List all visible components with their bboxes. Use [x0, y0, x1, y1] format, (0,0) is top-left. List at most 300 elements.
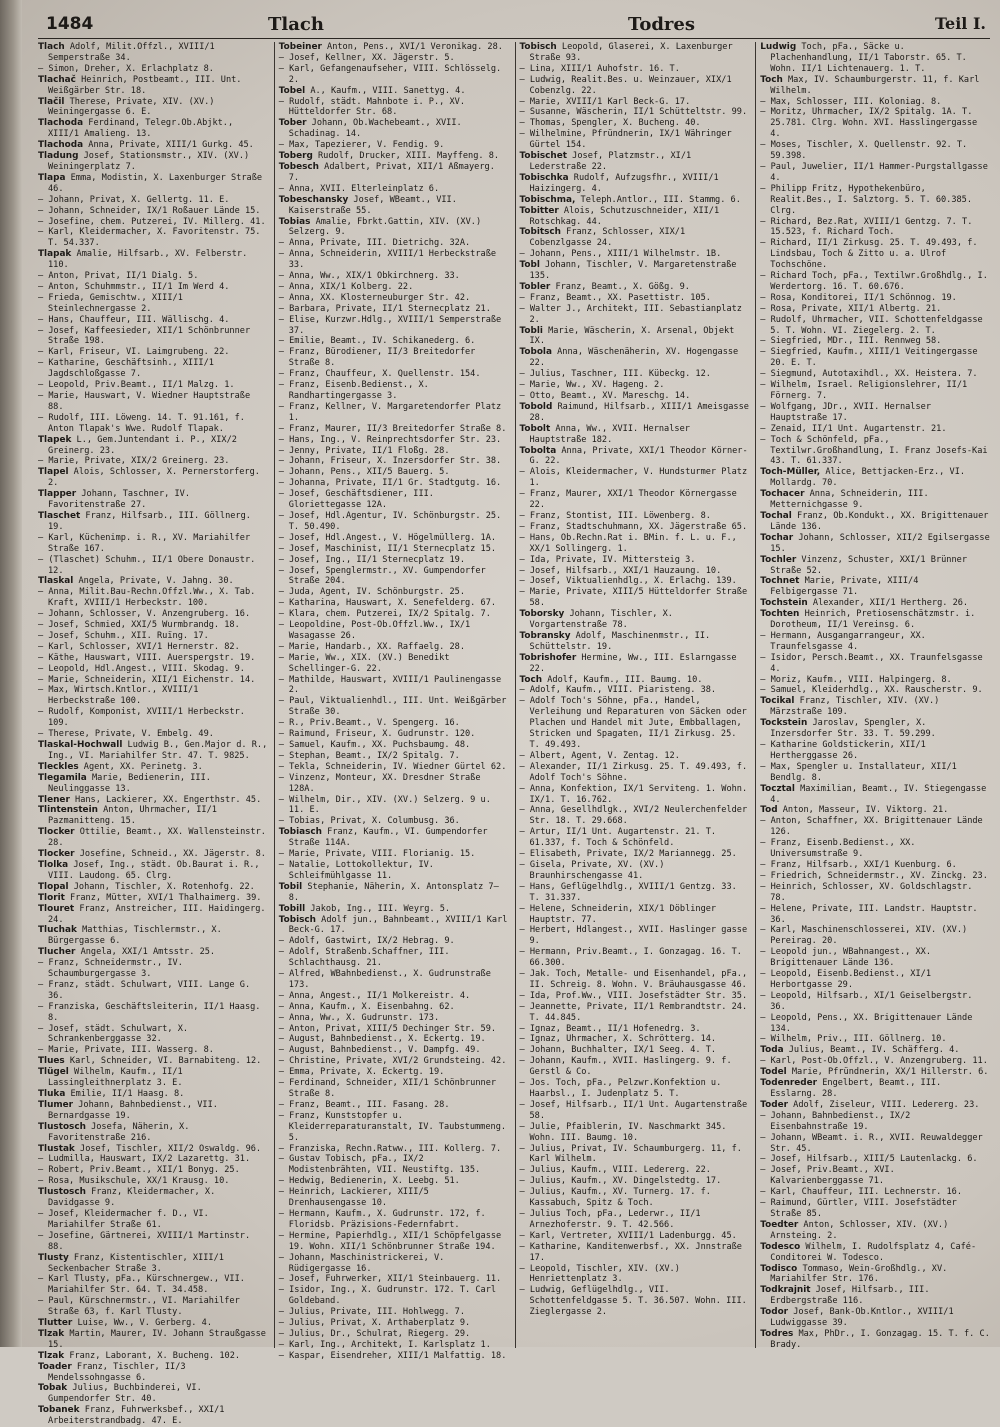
directory-entry: — Paul, Kürschnermstr., VI. Mariahilfer Straße 63, f. Karl Tlusty. [38, 1296, 240, 1318]
directory-entry: Tlapel Alois, Schlosser, X. Pernerstorferg. 2. [38, 467, 260, 489]
directory-entry: — R., Priv.Beamt., V. Spengerg. 16. [278, 718, 460, 729]
directory-entry: — Anna, Kaufm., X. Eisenbahng. 62. [278, 1001, 455, 1012]
directory-entry: — Susanne, Wäscherin, II/1 Schütteltstr. 99. [519, 107, 748, 118]
directory-entry: — Lina, XIII/1 Auhofstr. 16. T. [519, 63, 680, 74]
directory-entry: — Jeannette, Private, II/1 Rembrandtstr. 24. T. 44.845. [519, 1001, 748, 1023]
directory-entry: — Richard, Bez.Rat, XVIII/1 Gentzg. 7. T. 15.523, f. Richard Toch. [760, 216, 973, 238]
directory-entry: — Johann, Bahnbedienst., IX/2 Eisenbahnstraße 19. [760, 1110, 911, 1132]
directory-entry: — Otto, Beamt., XV. Mareschg. 14. [519, 391, 691, 401]
directory-entry: Tobolta Anna, Private, XXI/1 Theodor Körner-G. 22. [519, 445, 748, 467]
directory-entry: — Franz, Beamt., XX. Pasettistr. 105. [519, 292, 711, 303]
directory-entry: — Wilhelm, Israel. Religionslehrer, II/1 Förnerg. 7. [760, 380, 968, 401]
directory-entry: — Hans, Ob.Rechn.Rat i. BMin. f. L. u. F., XX/1 Sollingerg. 1. [519, 532, 737, 554]
directory-entry: — Julius, Kaufm., XV. Dingelstedtg. 17. [519, 1176, 722, 1187]
directory-entry: — Leopold jun., WBahnangest., XX. Brigittenauer Lände 136. [760, 947, 931, 969]
directory-entry: — Leopold, Pens., XX. Brigittenauer Lände 134. [760, 1012, 973, 1034]
directory-entry: — Franz, Schneidermstr., IV. Schaumburgergasse 3. [38, 958, 183, 980]
directory-entry: — Karl, Gefangenaufseher, VIII. Schlösselg. 2. [278, 63, 502, 85]
directory-entry: — Katharine Goldstickerin, XII/1 Hertherggasse 26. [760, 740, 926, 761]
directory-entry: — Marie, Ww., XIX. (XV.) Benedikt Schellinger-G. 22. [278, 652, 450, 674]
directory-entry: — Julius, Taschner, III. Kübeckg. 12. [519, 369, 711, 380]
column-2 [274, 42, 509, 1361]
directory-entry: — Marie, Ww., XV. Hageng. 2. [519, 380, 665, 391]
directory-entry: Tochstein Alexander, XII/1 Hertherg. 26. [760, 598, 969, 609]
directory-entry: Tocikal Franz, Tischler, XIV. (XV.) Märzstraße 109. [760, 696, 940, 718]
directory-entry: — Rosa, Konditorei, II/1 Schönnog. 19. [760, 292, 957, 303]
directory-entry: — Anna, XIX/1 Kolberg. 22. [278, 281, 414, 292]
directory-entry: — Ida, Private, IV. Mittersteig 3. [519, 554, 696, 565]
directory-entry: Tocztal Maximilian, Beamt., IV. Stiegengasse 4. [760, 783, 987, 805]
directory-entry: Tlopal Johann, Tischler, X. Rotenhofg. 22. [38, 881, 255, 892]
directory-entry: — Heinrich, Schlosser, XV. Goldschlagstr. 78. [760, 881, 973, 903]
directory-entry: Tobler Franz, Beamt., X. Gößg. 9. [519, 281, 690, 292]
directory-entry: Toch-Müller, Alice, Bettjacken-Erz., VI. Mollardg. 70. [760, 467, 966, 489]
directory-entry: — Julius, Dr., Schulrat, Riegerg. 29. [278, 1328, 471, 1339]
directory-entry: — Wilhelm, Priv., III. Göllnerg. 10. [760, 1034, 947, 1045]
directory-entry: Tobel A., Kaufm., VIII. Sanettyg. 4. [278, 85, 466, 96]
directory-entry: Tochler Vinzenz, Schuster, XXI/1 Brünner Straße 52. [760, 554, 967, 576]
directory-entry: — Anna, XVII. Elterleinplatz 6. [278, 183, 440, 194]
directory-entry: — Ferdinand, Schneider, XII/1 Schönbrunner Straße 8. [278, 1078, 497, 1099]
directory-entry: Tladung Josef, Stationsmstr., XIV. (XV.) Weiningerplatz 7. [38, 151, 250, 172]
column-3 [515, 42, 750, 1348]
directory-entry: — Julius, Kaufm., VIII. Ledererg. 22. [519, 1165, 711, 1176]
directory-entry: Tlügel Wilhelm, Kaufm., II/1 Lassingleithnerplatz 3. E. [38, 1067, 183, 1089]
directory-entry: — Kaspar, Eisendreher, XIII/1 Malfattig. 18. [278, 1350, 507, 1361]
directory-entry: Tober Johann, Ob.Wachebeamt., XVII. Schadinag. 14. [278, 118, 462, 140]
directory-entry: Tlumer Johann, Bahnbedienst., VII. Bernardgasse 19. [38, 1099, 218, 1121]
header-end-word: Todres [628, 14, 695, 35]
directory-entry: Tleckles Agent, XX. Perinetg. 3. [38, 761, 203, 772]
directory-entry: — Karl, Vertreter, XVIII/1 Ladenburgg. 45. [519, 1230, 737, 1241]
directory-entry: — Marie, Private, III. Wasserg. 8. [38, 1045, 214, 1056]
directory-entry: — Anna, XX. Klosterneuburger Str. 42. [278, 292, 471, 303]
directory-entry: — Josef, Kleidermacher f. D., VI. Mariahilfer Straße 61. [38, 1208, 209, 1230]
directory-entry: Tlaschet Franz, Hilfsarb., III. Göllnerg. 19. [38, 510, 251, 532]
directory-entry: Toda Julius, Beamt., IV. Schäfferg. 4. [760, 1045, 960, 1056]
column-1 [38, 42, 268, 1427]
directory-entry: — Käthe, Hauswart, VIII. Auerspergstr. 19. [38, 652, 256, 663]
directory-entry: — Josef, Priv.Beamt., XVI. Kalvarienberggasse 71. [760, 1165, 895, 1187]
directory-entry: — Natalie, Lottokollektur, IV. Schleifmühlgasse 11. [278, 859, 434, 881]
directory-entry: — Isidor, Persch.Beamt., XX. Traunfelsgasse 4. [760, 652, 983, 674]
directory-entry: — Marie, Handarb., XX. Raffaelg. 28. [278, 641, 466, 652]
directory-entry: — Jenny, Private, II/1 Floßg. 28. [278, 445, 450, 456]
directory-entry: — Wilhelmine, Pfründnerin, IX/1 Währinger Gürtel 154. [519, 129, 732, 151]
directory-entry: — Isidor, Ing., X. Gudrunstr. 172. T. Carl Goldeband. [278, 1285, 497, 1307]
directory-entry: — Elise, Kurzwr.Hdlg., XVIII/1 Semperstraße 37. [278, 314, 502, 336]
directory-entry: Toader Franz, Tischler, II/3 Mendelssohngasse 6. [38, 1361, 186, 1383]
directory-entry: Tlachoda Ferdinand, Telegr.Ob.Abjkt., XIII/1 Amalieng. 13. [38, 118, 234, 140]
directory-entry: — Raimund, Friseur, X. Gudrunstr. 120. [278, 729, 476, 740]
directory-entry: — Josef, Spenglermstr., XV. Gumpendorfer Straße 204. [278, 565, 486, 587]
directory-entry: — Therese, Private, V. Embelg. 49. [38, 729, 214, 740]
directory-entry: — Johann, Pens., XIII/1 Wilhelmstr. 1B. [519, 249, 722, 260]
directory-entry: Tlapa Emma, Modistin, X. Laxenburger Straße 46. [38, 172, 263, 194]
directory-entry: — Gustav Tobisch, pFa., IX/2 Modistenbrähten, VII. Neustiftg. 135. [278, 1154, 481, 1176]
directory-entry: — Karl, Ing., Architekt, I. Karlsplatz 1. [278, 1339, 491, 1350]
directory-entry: — Helene, Schneiderin, XIX/1 Döblinger Hauptstr. 77. [519, 903, 717, 925]
book-binding-shadow [0, 0, 22, 1347]
directory-entry: — Marie, Hauswart, V. Wiedner Hauptstraße 88. [38, 391, 251, 412]
directory-entry: — Ignaz, Uhrmacher, X. Schrötterg. 14. [519, 1034, 717, 1045]
directory-entry: — Thomas, Spengler, X. Bucheng. 40. [519, 118, 701, 129]
directory-entry: — Franz, Hilfsarb., XXI/1 Kuenburg. 6. [760, 859, 957, 870]
directory-entry: Tlusty Franz, Kistentischler, XIII/1 Seckenbacher Straße 3. [38, 1252, 224, 1274]
directory-entry: Todor Josef, Bank-Ob.Kntlor., XVIII/1 Ludwiggasse 39. [760, 1307, 954, 1329]
directory-entry: — Josef, Kaffeesieder, XII/1 Schönbrunner Straße 198. [38, 325, 251, 347]
directory-entry: — Siegfried, MDr., III. Rennweg 58. [760, 336, 942, 347]
directory-entry: — Anna, Schneiderin, XVIII/1 Herbeckstraße 33. [278, 249, 497, 271]
directory-entry: Tobitter Alois, Schutzuschneider, XII/1 Rotschkag. 44. [519, 205, 720, 227]
directory-entry: Toedter Anton, Schlosser, XIV. (XV.) Arnsteing. 2. [760, 1219, 949, 1241]
directory-entry: Tobl Johann, Tischler, V. Margaretenstraße 135. [519, 260, 737, 282]
directory-entry: — Tekla, Schneiderin, IV. Wiedner Gürtel 62. [278, 761, 507, 772]
directory-entry: — Leopold, Hdl.Angest., VIII. Skodag. 9. [38, 663, 245, 674]
directory-entry: — Toch & Schönfeld, pFa., Textilwr.Großhandlung, I. Franz Josefs-Kai 43. T. 61.337. [760, 434, 988, 467]
directory-entry: Tlačil Therese, Private, XIV. (XV.) Weiningergasse 6. E. [38, 96, 215, 118]
directory-entry: — Josef, Fuhrwerker, XII/1 Steinbauerg. 11. [278, 1274, 502, 1285]
directory-entry: Toch Max, IV. Schaumburgerstr. 11, f. Karl Wilhelm. [760, 74, 980, 96]
directory-entry: — Moritz, Uhrmacher, IX/2 Spitalg. 1A. T. 25.781. Clrg. Wohn. XVI. Hasslingergasse 4. [760, 107, 978, 140]
directory-entry: — Siegfried, Kaufm., XIII/1 Veitingergasse 20. E. T. [760, 347, 978, 369]
directory-entry: — Rudolf, III. Löweng. 14. T. 91.161, f. Anton Tlapak's Wwe. Rudolf Tlapak. [38, 412, 245, 434]
directory-entry: — Hans, Chauffeur, III. Wällischg. 4. [38, 314, 230, 325]
directory-entry: Tlzak Martin, Maurer, IV. Johann Straußgasse 15. [38, 1328, 266, 1350]
directory-entry: — Karl, Küchenimp. i. R., XV. Mariahilfer Straße 167. [38, 532, 251, 554]
directory-entry: — Tobias, Privat, X. Columbusg. 36. [278, 816, 460, 827]
directory-entry: — Max, Tapezierer, V. Fendig. 9. [278, 140, 445, 151]
directory-entry: — Robert, Priv.Beamt., XII/1 Bonyg. 25. [38, 1165, 240, 1176]
directory-entry: Tobli Marie, Wäscherin, X. Arsenal, Objekt IX. [519, 325, 735, 347]
directory-entry: Tobrishofer Hermine, Ww., III. Eslarngasse 22. [519, 652, 737, 674]
directory-entry: — Josef, Geschäftsdiener, III. Gloriettegasse 12A. [278, 489, 434, 511]
directory-entry: Tochar Johann, Schlosser, XII/2 Egilsergasse 15. [760, 532, 990, 554]
directory-entry: — Anna, Ww., X. Gudrunstr. 173. [278, 1012, 440, 1023]
directory-columns [38, 42, 990, 1427]
directory-entry: — Samuel, Kaufm., XX. Puchsbaumg. 48. [278, 740, 471, 750]
directory-entry: Tlener Hans, Lackierer, XX. Engerthstr. 45. [38, 794, 262, 805]
directory-entry: — Johanna, Private, II/1 Gr. Stadtgutg. 16. [278, 478, 502, 489]
directory-entry: — Herbert, Hdlangest., XVII. Haslinger gasse 9. [519, 925, 748, 947]
directory-entry: — Julius, Privat, IV. Schaumburgerg. 11, f. Karl Wilhelm. [519, 1143, 742, 1165]
directory-entry: Ludwig Toch, pFa., Säcke u. Plachenhandlung, II/1 Taborstr. 65. T. Wohn. II/1 Lichtenauerg. 1. T. [760, 42, 967, 74]
directory-entry: — Emilie, Beamt., IV. Schikanederg. 6. [278, 336, 476, 347]
directory-entry: — Katharine, Kanditenwerbsf., XX. Jnnstraße 17. [519, 1241, 742, 1263]
directory-entry: — Hans, Ing., V. Reinprechtsdorfer Str. 23. [278, 434, 502, 445]
directory-entry: — Anton, Schuhmmstr., II/1 Im Werd 4. [38, 281, 230, 292]
directory-entry: — Johann, Kaufm., XVII. Haslingerg. 9. f. Gerstl & Co. [519, 1056, 732, 1078]
directory-entry: Tluchak Matthias, Tischlermstr., X. Bürgergasse 6. [38, 925, 222, 947]
directory-entry: — Elisabeth, Private, IX/2 Mariannegg. 25. [519, 849, 737, 860]
directory-entry: — Jos. Toch, pFa., Pelzwr.Konfektion u. Haarbsl., I. Judenplatz 5. T. [519, 1078, 722, 1099]
directory-entry: — Josefine, chem. Putzerei, IV. Millerg. 41. [38, 216, 266, 227]
directory-entry: — Karl, Chauffeur, III. Lechnerstr. 16. [760, 1187, 963, 1198]
directory-entry: — Josef, städt. Schulwart, X. Schrankenberggasse 32. [38, 1023, 189, 1045]
directory-entry: Tlaskal Angela, Private, V. Jahng. 30. [38, 576, 234, 587]
directory-entry: — Johann, Schlosser, V. Anzengruberg. 16. [38, 609, 251, 620]
directory-entry: — Wilhelm, Dir., XIV. (XV.) Selzerg. 9 u. 11. E. [278, 794, 491, 816]
directory-entry: Tobiasch Franz, Kaufm., VI. Gumpendorfer Straße 114A. [278, 827, 488, 849]
directory-entry: — Anna, Gesellhdlgk., XVI/2 Neulerchenfelder Str. 18. T. 29.668. [519, 805, 748, 827]
directory-entry: — Walter J., Architekt, III. Sebastianplatz 2. [519, 303, 742, 325]
directory-entry: Tobisch Adolf jun., Bahnbeamt., XVIII/1 Karl Beck-G. 17. [278, 914, 508, 936]
directory-entry: — Franz, Bürodiener, II/3 Breitedorfer Straße 8. [278, 347, 476, 369]
directory-entry: — Rudolf, städt. Mahnbote i. P., XV. Hütteldorfer Str. 68. [278, 96, 466, 118]
directory-entry: — Gisela, Private, XV. (XV.) Braunhirschengasse 41. [519, 859, 665, 881]
directory-entry: — Max, Schlosser, III. Koloniag. 8. [760, 96, 942, 107]
directory-entry: — Philipp Fritz, Hypothekenbüro, Realit.Bes., I. Salztorg. 5. T. 60.385. Clrg. [760, 183, 973, 216]
directory-entry: — Hans, Geflügelhdlg., XVIII/1 Gentzg. 33. T. 31.337. [519, 881, 737, 903]
directory-entry: Tlolka Josef, Ing., städt. Ob.Baurat i. R., VIII. Laudong. 65. Clrg. [38, 859, 260, 881]
directory-entry: — Josef, Kellner, XX. Jägerstr. 5. [278, 52, 455, 63]
directory-entry: — Alfred, WBahnbedienst., X. Gudrunstraße 173. [278, 969, 491, 990]
directory-entry: — Josef, Viktualienhdlg., X. Erlachg. 139. [519, 576, 737, 587]
directory-entry: Tochal Franz, Ob.Kondukt., XX. Brigittenauer Lände 136. [760, 510, 989, 532]
directory-entry: — Juda, Agent, IV. Schönburgstr. 25. [278, 587, 466, 598]
directory-entry: — Albert, Agent, V. Zentag. 12. [519, 750, 680, 761]
directory-entry: — Hermine, Papierhdlg., XII/1 Schöpfelgasse 19. Wohn. XII/1 Schönbrunner Straße 194. [278, 1230, 502, 1252]
directory-entry: Tobil Stephanie, Näherin, X. Antonsplatz 7—8. [278, 881, 499, 903]
directory-entry: — Julie, Pfaiblerin, IV. Naschmarkt 345. Wohn. III. Baumg. 10. [519, 1121, 727, 1143]
directory-entry: — Josef, Ing., II/1 Sternecplatz 19. [278, 554, 466, 565]
directory-entry: Tlocker Josefine, Schneid., XX. Jägerstr. 8. [38, 849, 266, 860]
directory-entry: Tobischet Josef, Platzmstr., XI/1 Lederstraße 22. [519, 151, 692, 172]
directory-entry: — Emma, Private, X. Eckertg. 19. [278, 1067, 445, 1078]
directory-entry: — Hermann, Kaufm., X. Gudrunstr. 172, f. Floridsb. Präzisions-Federnfabrt. [278, 1208, 486, 1230]
directory-entry: — Leopold, Tischler, XIV. (XV.) Henriettenplatz 3. [519, 1263, 680, 1285]
directory-entry: — Adolf, Gastwirt, IX/2 Hebrag. 9. [278, 936, 455, 947]
directory-entry: Todel Marie, Pfründnerin, XX/1 Hillerstr. 6. [760, 1067, 989, 1078]
directory-entry: Tlustosch Franz, Kleidermacher, X. Davidgasse 9. [38, 1187, 216, 1209]
directory-entry: Tlach Adolf, Milit.Offzl., XVIII/1 Semperstraße 34. [38, 42, 215, 63]
directory-entry: Tlustosch Josefa, Näherin, X. Favoritenstraße 216. [38, 1121, 190, 1143]
directory-entry: — Marie, XVIII/1 Karl Beck-G. 17. [519, 96, 691, 107]
directory-entry: — Rosa, Musikschule, XX/1 Krausg. 10. [38, 1176, 230, 1187]
directory-entry: — Alois, Kleidermacher, V. Hundsturmer Platz 1. [519, 467, 748, 489]
directory-entry: Tlegamila Marie, Bedienerin, III. Neulinggasse 13. [38, 772, 211, 794]
directory-entry: Tochacer Anna, Schneiderin, III. Metternichgasse 9. [760, 489, 929, 511]
directory-entry: — Ludwig, Geflügelhdlg., VII. Schottenfeldgasse 5. T. 36.507. Wohn. III. Zieglergasse 2. [519, 1285, 747, 1318]
directory-entry: — Josef, Hilfsarb., II/1 Unt. Augartenstraße 58. [519, 1099, 748, 1121]
directory-entry: — Franz, Chauffeur, X. Quellenstr. 154. [278, 369, 481, 380]
directory-entry: Tobischka Rudolf, Aufzugsfhr., XVIII/1 Haizingerg. 4. [519, 172, 719, 194]
directory-entry: — Marie, Schneiderin, XII/1 Eichenstr. 14. [38, 674, 256, 685]
column-4 [755, 42, 990, 1348]
directory-entry: Tochnet Marie, Private, XIII/4 Felbigergasse 71. [760, 576, 919, 598]
directory-entry: — Marie, Private, XIX/2 Greinerg. 23. [38, 456, 230, 467]
directory-entry: — Raimund, Gürtler, VIII. Josefstädter Straße 85. [760, 1198, 957, 1219]
directory-entry: Tobeiner Anton, Pens., XVI/1 Veronikag. 28. [278, 42, 503, 52]
directory-entry: Tlachoda Anna, Private, XIII/1 Gurkg. 45. [38, 140, 254, 151]
directory-entry: Todkrajnit Josef, Hilfsarb., III. Erdbergstraße 116. [760, 1285, 930, 1307]
directory-entry: — Josef, Schuhm., XII. Ruïng. 17. [38, 630, 209, 641]
directory-entry: — Anton, Privat, XIII/5 Dechinger Str. 59. [278, 1023, 497, 1034]
directory-entry: — Rosa, Private, XII/1 Albertg. 21. [760, 303, 942, 314]
directory-entry: — Karl, Schlosser, XVI/1 Hernerstr. 82. [38, 641, 240, 652]
directory-entry: — Franz, städt. Schulwart, VIII. Lange G. 36. [38, 979, 251, 1001]
directory-entry: — Johann, Maschinistrickerei, V. Rüdigergasse 16. [278, 1252, 445, 1274]
page-number: 1484 [46, 14, 94, 34]
directory-entry: Toder Adolf, Ziseleur, VIII. Ledererg. 23. [760, 1099, 980, 1110]
directory-entry: Tockstein Jaroslav, Spengler, X. Inzersdorfer Str. 33. T. 59.299. [760, 718, 936, 740]
directory-entry: — Christine, Private, XVI/2 Grundsteing. 42. [278, 1056, 507, 1067]
directory-entry: — Max, Wirtsch.Kntlor., XVIII/1 Herbeckstraße 100. [38, 685, 199, 707]
directory-entry: — Anton, Privat, II/1 Dialg. 5. [38, 271, 199, 282]
directory-entry: — Klara, chem. Putzerei, IX/2 Spitalg. 7. [278, 609, 491, 620]
directory-entry: — Rudolf, Uhrmacher, VII. Schottenfeldgasse 5. T. Wohn. VI. Ziegelerg. 2. T. [760, 314, 983, 336]
directory-entry: — Karl, Post-Ob.Offzl., V. Anzengruberg. 11. [760, 1056, 988, 1067]
directory-entry: — Karl, Friseur, VI. Laimgrubeng. 22. [38, 347, 230, 358]
directory-entry: — Josef, Hilfsarb., XIII/5 Lautenlackg. 6. [760, 1154, 978, 1165]
directory-entry: — Karl Tlusty, pFa., Kürschnergew., VII. Mariahilfer Str. 64. T. 34.458. [38, 1274, 245, 1296]
directory-entry: Tobill Jakob, Ing., III. Weyrg. 5. [278, 903, 451, 914]
directory-entry: Tobold Raimund, Hilfsarb., XIII/1 Ameisgasse 28. [519, 401, 749, 423]
directory-entry: — Franz, Maurer, II/3 Breitedorfer Straße 8. [278, 423, 507, 434]
directory-entry: Tobeschansky Josef, WBeamt., VII. Kaiserstraße 55. [278, 194, 457, 216]
header-part: Teil I. [934, 14, 986, 33]
directory-entry: Todres Max, PhDr., I. Gonzagag. 15. T. f. C. Brady. [760, 1328, 990, 1350]
directory-entry: — Johann, Privat, X. Gellertg. 11. E. [38, 194, 230, 205]
directory-entry: — Samuel, Kleiderhdlg., XX. Rauscherstr. 9. [760, 685, 983, 696]
directory-entry: — Franz, Eisenb.Bedienst., XX. Universumstraße 9. [760, 838, 916, 860]
directory-entry: Tlocker Ottilie, Beamt., XX. Wallensteinstr. 28. [38, 827, 266, 849]
directory-entry: — Adolf Toch's Söhne, pFa., Handel, Verleihung und Reparaturen von Säcken oder Plachen und Handel mit Jute, Embballagen, Stricken und Spagaten, II/1 Zirkusg. 25. T. 49.493. [519, 696, 747, 750]
directory-entry: Tobisch Leopold, Glaserei, X. Laxenburger Straße 93. [519, 42, 733, 63]
directory-entry: Tlues Karl, Schneider, VI. Barnabiteng. 12. [38, 1056, 262, 1067]
directory-entry: — Karl, Maschinenschlosserei, XIV. (XV.) Pereirag. 20. [760, 925, 968, 947]
directory-entry: — Ludwig, Realit.Bes. u. Weinzauer, XIX/1 Cobenzlg. 22. [519, 74, 732, 96]
directory-entry: — Josef, Hdl.Agentur, IV. Schönburgstr. 25. T. 50.490. [278, 510, 502, 532]
directory-entry: Todisco Tommaso, Wein-Großhdlg., XV. Mariahilfer Str. 176. [760, 1263, 948, 1285]
directory-entry: Tobesch Adalbert, Privat, XII/1 Aßmayerg. 7. [278, 161, 495, 183]
directory-entry: Tlzak Franz, Laborant, X. Bucheng. 102. [38, 1350, 241, 1361]
directory-entry: Tlachač Heinrich, Postbeamt., III. Unt. Weißgärber Str. 18. [38, 74, 242, 96]
directory-entry: — Anna, Ww., XIX/1 Obkirchnerg. 33. [278, 271, 460, 282]
directory-entry: — (Tlaschet) Schuhm., II/1 Obere Donaustr. 12. [38, 554, 256, 576]
directory-entry: — August, Bahnbedienst., V. Dampfg. 49. [278, 1045, 481, 1056]
directory-entry: — Ignaz, Beamt., II/1 Hofenedrg. 3. [519, 1023, 701, 1034]
directory-entry: — Karl, Kleidermacher, X. Favoritenstr. 75. T. 54.337. [38, 227, 261, 249]
directory-entry: — Franz, Eisenb.Bedienst., X. Randhartingergasse 3. [278, 380, 429, 401]
directory-entry: — August, Bahnbedienst., X. Eckertg. 19. [278, 1034, 486, 1045]
directory-entry: — Helene, Private, III. Landstr. Hauptstr. 36. [760, 903, 978, 925]
directory-entry: Tobola Anna, Wäschenäherin, XV. Hogengasse 22. [519, 347, 739, 369]
directory-entry: — Ida, Prof.Ww., VIII. Josefstädter Str. 35. [519, 990, 748, 1001]
directory-entry: — Siegmund, Autotaxihdl., XX. Heistera. 7. [760, 369, 978, 380]
directory-entry: — Hermann, Priv.Beamt., I. Gonzagag. 16. T. 66.300. [519, 947, 742, 969]
directory-entry: — Paul, Juwelier, II/1 Hammer-Purgstallgasse 4. [760, 161, 988, 183]
directory-entry: Tobias Amalie, Fbrkt.Gattin, XIV. (XV.) Selzerg. 9. [278, 216, 482, 238]
directory-entry: — Franz, Beamt., III. Fasang. 28. [278, 1099, 450, 1110]
page-header [38, 12, 990, 39]
directory-entry: Tobischma, Teleph.Antlor., III. Stammg. 6. [519, 194, 741, 205]
directory-entry: — Julius, Kaufm., XV. Turnerg. 17. f. Kassabuch, Spitz & Toch. [519, 1187, 711, 1209]
directory-entry: Tlintenstein Anton, Uhrmacher, II/1 Pazmanitteng. 15. [38, 805, 217, 827]
directory-entry: — Ludmilla, Hauswart, IX/2 Lazarettg. 31. [38, 1154, 251, 1165]
directory-entry: — Johann, WBeamt. i. R., XVII. Reuwaldegger Str. 45. [760, 1132, 983, 1154]
directory-entry: Tlucher Angela, XXI/1 Amtsstr. 25. [38, 947, 216, 958]
directory-entry: — Anna, Private, III. Dietrichg. 32A. [278, 238, 471, 249]
directory-entry: Toch Adolf, Kaufm., III. Baumg. 10. [519, 674, 703, 685]
directory-entry: — Josef, Hdl.Angest., V. Högelmüllerg. 1A. [278, 532, 497, 543]
directory-entry: — Leopold, Priv.Beamt., II/1 Malzg. 1. [38, 380, 235, 391]
directory-entry: Tobanek Franz, Fuhrwerksbef., XXI/1 Arbeiterstrandbadg. 47. E. [38, 1405, 225, 1427]
directory-entry: — Marie, Private, XIII/5 Hütteldorfer Straße 58. [519, 587, 748, 609]
directory-entry: — Franz, Kellner, V. Margaretendorfer Platz 1. [278, 401, 502, 423]
directory-entry: — Stephan, Beamt., IX/2 Spitalg. 7. [278, 750, 460, 761]
directory-entry: — Paul, Viktualienhdl., III. Unt. Weißgärber Straße 30. [278, 696, 507, 718]
directory-entry: — Moses, Tischler, X. Quellenstr. 92. T. 59.398. [760, 140, 968, 162]
directory-entry: — Adolf, Kaufm., VIII. Piaristeng. 38. [519, 685, 717, 696]
directory-entry: — Anton, Schaffner, XX. Brigittenauer Lände 126. [760, 816, 983, 838]
directory-entry: — Katharina, Hauswart, X. Senefelderg. 67. [278, 598, 497, 609]
directory-entry: — Franz, Kunststopfer u. Kleiderreparaturanstalt, IV. Taubstummeng. 5. [278, 1110, 507, 1143]
directory-entry: — Wolfgang, JDr., XVII. Hernalser Hauptstraße 17. [760, 401, 931, 423]
directory-entry: — Max, Spengler u. Installateur, XII/1 Bendlg. 8. [760, 761, 957, 783]
directory-entry: — Katharine, Geschäftsinh., XIII/1 Jagdschloßgasse 7. [38, 358, 214, 380]
directory-entry: Tlorit Franz, Mütter, XVI/1 Thalhaimerg. 39. [38, 892, 262, 903]
directory-entry: Tobak Julius, Buchbinderei, VI. Gumpendorfer Str. 40. [38, 1383, 202, 1405]
directory-entry: — Anna, Konfektion, IX/1 Serviteng. 1. Wohn. IX/1. T. 16.762. [519, 783, 748, 805]
directory-entry: — Franz, Maurer, XXI/1 Theodor Körnergasse 22. [519, 489, 737, 511]
directory-entry: — Johann, Schneider, IX/1 Roßauer Lände 15. [38, 205, 261, 216]
directory-entry: — Franziska, Geschäftsleiterin, II/1 Haasg. 8. [38, 1001, 261, 1023]
directory-entry: — Anna, Angest., II/1 Molkereistr. 4. [278, 990, 471, 1001]
directory-entry: — Alexander, II/1 Zirkusg. 25. T. 49.493, f. Adolf Toch's Söhne. [519, 761, 748, 783]
directory-entry: — Franz, Stadtschuhmann, XX. Jägerstraße 65. [519, 521, 748, 532]
directory-entry: — Richard, II/1 Zirkusg. 25. T. 49.493, f. Lindsbau, Toch & Zitto u. a. Ulrof Tochschöne. [760, 238, 978, 271]
directory-entry: Tod Anton, Masseur, IV. Viktorg. 21. [760, 805, 949, 816]
directory-entry: — Hermann, Ausgangarrangeur, XX. Traunfelsgasse 4. [760, 630, 926, 652]
directory-entry: Tlustak Josef, Tischler, XII/2 Oswaldg. 96. [38, 1143, 262, 1154]
directory-entry: Toborsky Johann, Tischler, X. Vorgartenstraße 78. [519, 609, 673, 631]
directory-entry: — Hedwig, Bedienerin, X. Leebg. 51. [278, 1176, 460, 1187]
directory-entry: — Zenaid, II/1 Unt. Augartenstr. 21. [760, 423, 947, 434]
directory-entry: Tochten Heinrich, Pretiosenschätzmstr. i. Dorotheum, II/1 Vereinsg. 6. [760, 609, 976, 631]
directory-entry: — Josef, Maschinist, II/1 Sternecplatz 15. [278, 543, 497, 554]
directory-entry: — Josef, Hilfsarb., XXI/1 Hauzaung. 10. [519, 565, 722, 576]
directory-entry: — Barbara, Private, II/1 Sternecplatz 21. [278, 303, 491, 314]
directory-entry: Tlaskal-Hochwall Ludwig B., Gen.Major d. R., Ing., VI. Mariahilfer Str. 47. T. 9825. [38, 740, 268, 761]
directory-entry: — Vinzenz, Monteur, XX. Dresdner Straße 128A. [278, 772, 481, 794]
directory-entry: Tlapper Johann, Taschner, IV. Favoritenstraße 27. [38, 489, 191, 511]
directory-entry: — Rudolf, Komponist, XVIII/1 Herbeckstr. 109. [38, 707, 245, 729]
directory-entry: — Julius Toch, pFa., Lederwr., II/1 Arnezhoferstr. 9. T. 42.566. [519, 1208, 701, 1230]
directory-entry: — Adolf, Straßenb.Schaffner, III. Schlachthausg. 21. [278, 947, 450, 969]
directory-entry: — Heinrich, Lackierer, XIII/5 Drenhausengasse 10. [278, 1187, 429, 1209]
directory-entry: — Frieda, Gemischtw., XIII/1 Steinlechnergasse 2. [38, 292, 183, 314]
directory-entry: Tlapek L., Gem.Juntendant i. P., XIX/2 Greinerg. 23. [38, 434, 237, 456]
directory-entry: Toberg Rudolf, Drucker, XIII. Mayffeng. 8. [278, 151, 500, 162]
directory-entry: — Mathilde, Hauswart, XVIII/1 Paulinengasse 2. [278, 674, 502, 696]
directory-entry: — Josef, Schmied, XXI/5 Wurmbrandg. 18. [38, 620, 240, 631]
directory-entry: — Leopold, Eisenb.Bedienst., XI/1 Herbortgasse 29. [760, 969, 931, 990]
directory-entry: — Simon, Dreher, X. Erlachplatz 8. [38, 63, 214, 74]
directory-entry: — Moriz, Kaufm., VIII. Halpingerg. 8. [760, 674, 952, 685]
directory-entry: — Julius, Private, III. Hohlwegg. 7. [278, 1307, 466, 1318]
directory-entry: — Artur, II/1 Unt. Augartenstr. 21. T. 61.337, f. Toch & Schönfeld. [519, 827, 717, 849]
directory-entry: — Leopold, Hilfsarb., XI/1 Geiselbergstr. 36. [760, 990, 973, 1012]
directory-entry: — Johann, Buchhalter, IX/1 Seeg. 4. T. [519, 1045, 717, 1056]
directory-entry: Tlouret Franz, Anstreicher, III. Haidingerg. 24. [38, 903, 266, 925]
header-start-word: Tlach [268, 14, 324, 35]
directory-entry: — Franz, Stontist, III. Löwenberg. 8. [519, 510, 711, 521]
directory-entry: — Julius, Privat, X. Arthaberplatz 9. [278, 1318, 471, 1329]
directory-entry: Tlapak Amalie, Hilfsarb., XV. Felberstr. 110. [38, 249, 248, 271]
directory-entry: Tobransky Adolf, Maschinenmstr., II. Schüttelstr. 19. [519, 630, 711, 652]
directory-entry: Tlutter Luise, Ww., V. Gerberg. 4. [38, 1318, 212, 1329]
